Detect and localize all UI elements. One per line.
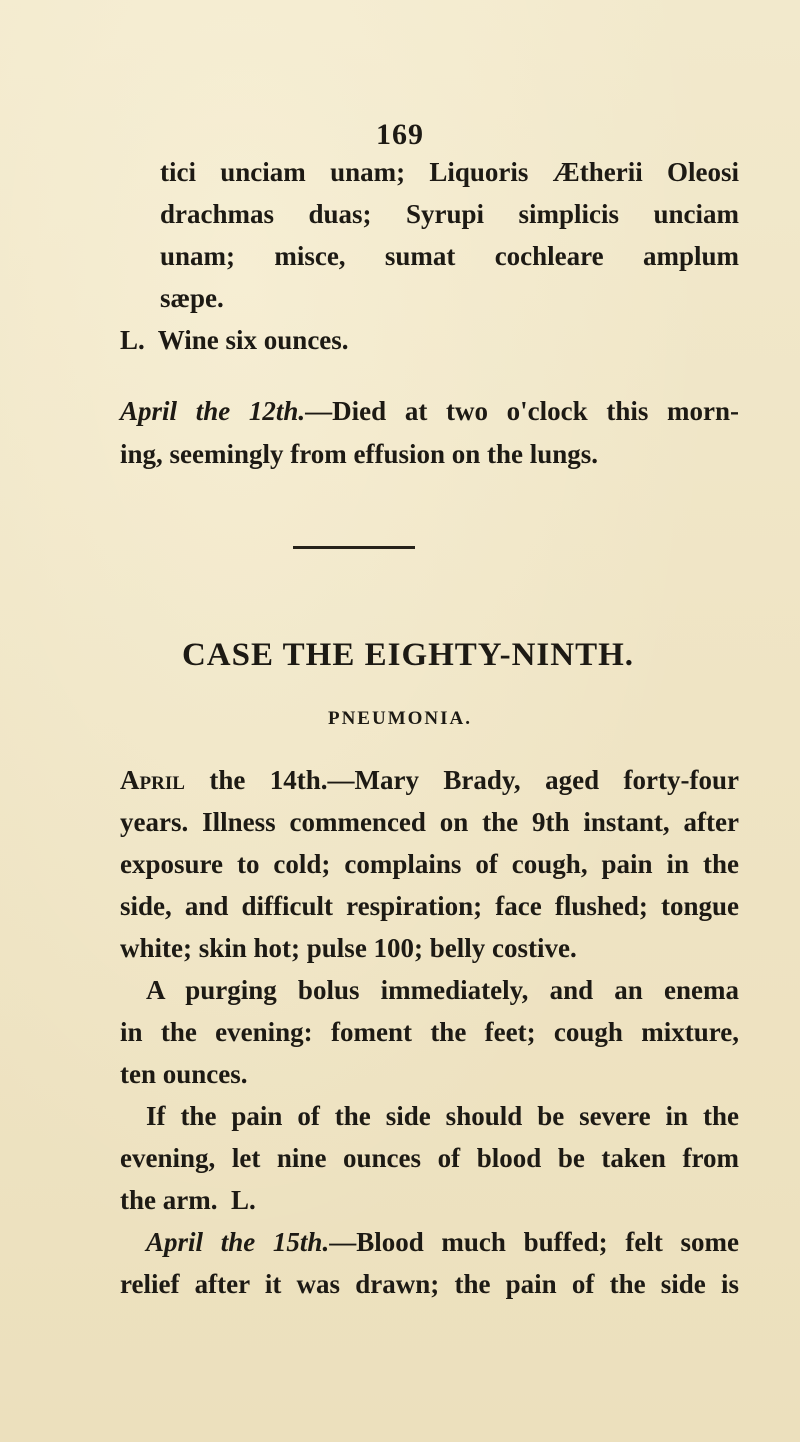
case-entry-date-lead: April	[120, 765, 185, 795]
death-note-text: —Died at two o'clock this morn-	[305, 396, 740, 426]
prescription-line-4: sæpe.	[160, 283, 224, 313]
bleeding-line-3: the arm. L.	[120, 1185, 256, 1215]
followup-line-2: relief after it was drawn; the pain of the side is	[120, 1269, 739, 1299]
wine-line: L. Wine six ounces.	[120, 325, 349, 355]
death-note-line-2: ing, seemingly from effusion on the lungs.	[120, 439, 599, 469]
followup-date: April the 15th.	[146, 1227, 330, 1257]
death-note-line-1	[120, 398, 739, 425]
followup-line-1	[146, 1229, 739, 1256]
prescription-line-1: tici unciam unam; Liquoris Ætherii Oleosi	[160, 157, 739, 187]
case-entry-line-2: years. Illness commenced on the 9th instant, after	[120, 807, 739, 837]
bleeding-line-2: evening, let nine ounces of blood be taken from	[120, 1143, 739, 1173]
case-entry-line-4: side, and difficult respiration; face flushed; tongue	[120, 891, 739, 921]
case-entry-line-3: exposure to cold; complains of cough, pain in the	[120, 849, 739, 879]
followup-text: —Blood much buffed; felt some	[329, 1227, 739, 1257]
case-entry-line-1	[120, 767, 739, 794]
treatment-line-2: in the evening: foment the feet; cough mixture,	[120, 1017, 739, 1047]
bleeding-line-1: If the pain of the side should be severe in the	[146, 1101, 739, 1131]
prescription-line-3: unam; misce, sumat cochleare amplum	[160, 241, 739, 271]
page-number: 169	[376, 118, 424, 151]
case-entry-text: the 14th.—Mary Brady, aged forty-four	[184, 765, 739, 795]
case-entry-line-5: white; skin hot; pulse 100; belly costive.	[120, 933, 577, 963]
section-divider	[293, 546, 415, 549]
treatment-line-1: A purging bolus immediately, and an enema	[146, 975, 739, 1005]
case-subheading: PNEUMONIA.	[327, 708, 473, 729]
death-note-date: April the 12th.	[120, 396, 306, 426]
prescription-line-2: drachmas duas; Syrupi simplicis unciam	[160, 199, 739, 229]
treatment-line-3: ten ounces.	[120, 1059, 248, 1089]
case-heading: CASE THE EIGHTY-NINTH.	[181, 637, 635, 673]
